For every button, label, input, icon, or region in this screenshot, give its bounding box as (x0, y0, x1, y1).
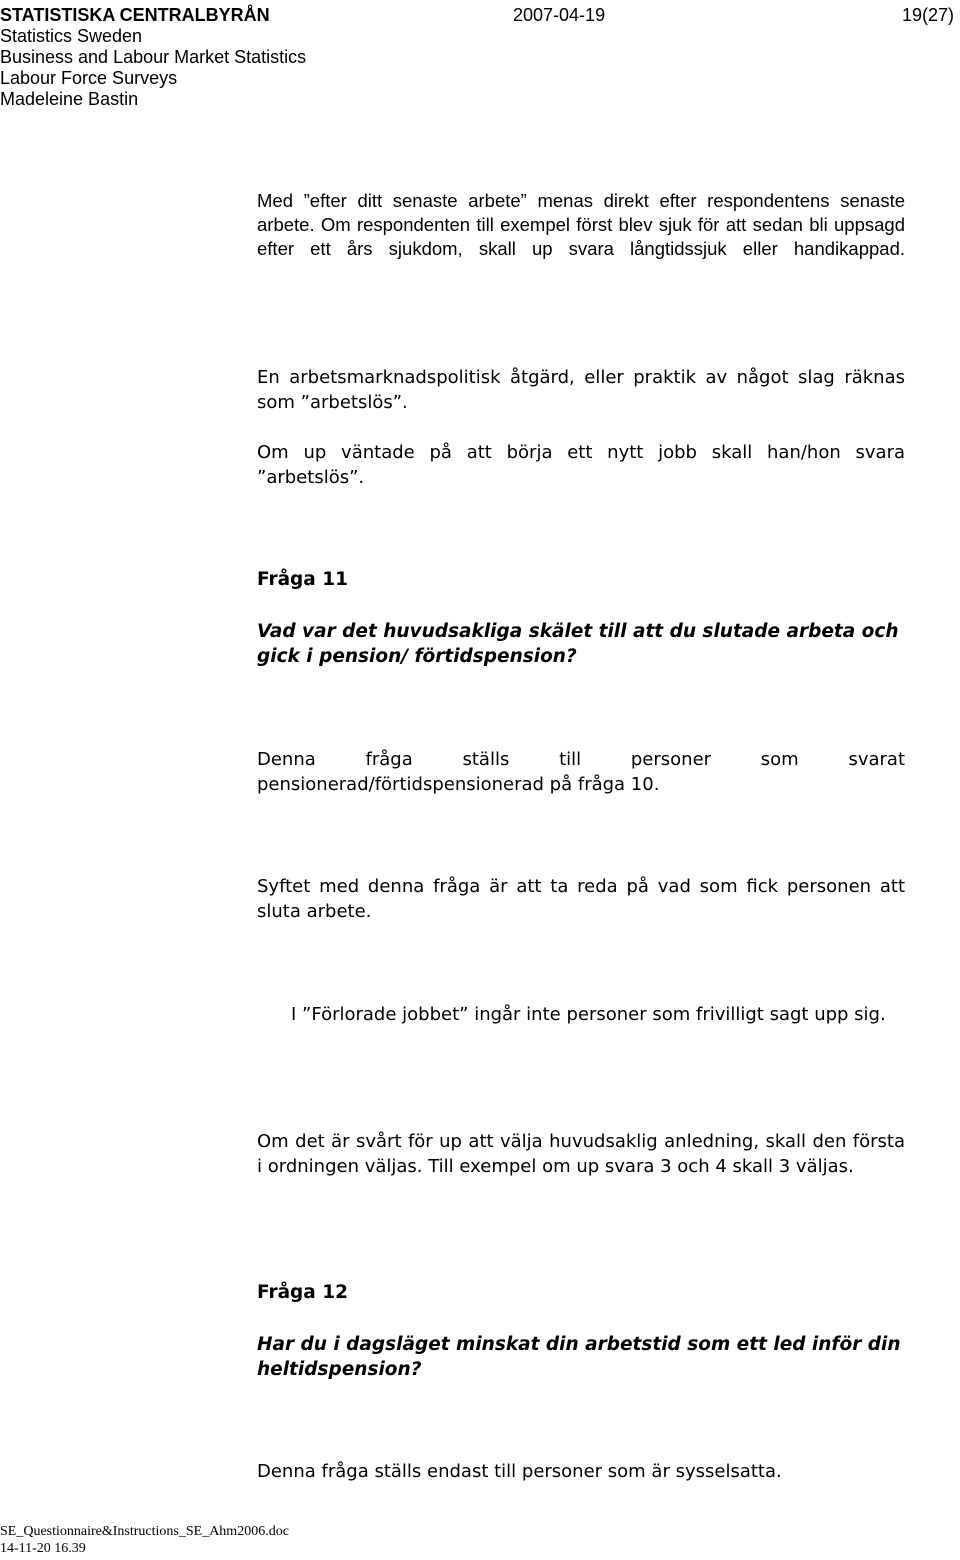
footer-filename: SE_Questionnaire&Instructions_SE_Ahm2006.doc (0, 1524, 289, 1539)
question-12-heading: Fråga 12 (257, 1282, 348, 1303)
paragraph-question-target: Denna fråga ställs till personer som svarat pensionerad/förtidspensionerad på fråga 10. (257, 749, 905, 795)
paragraph-waiting-new-job: Om up väntade på att börja ett nytt jobb skall han/hon svara ”arbetslös”. (257, 442, 905, 488)
header-organization: STATISTISKA CENTRALBYRÅN (0, 5, 270, 25)
question-12-text: Har du i dagsläget minskat din arbetstid som ett led inför din heltidspension? (257, 1334, 901, 1380)
paragraph-main-reason-rule: Om det är svårt för up att välja huvudsaklig anledning, skall den första i ordningen väljas. Till exempel om up svara 3 och 4 skall 3 väljas. (257, 1131, 905, 1177)
paragraph-question-purpose: Syftet med denna fråga är att ta reda på vad som fick personen att sluta arbete. (257, 876, 905, 922)
header-department: Business and Labour Market Statistics (0, 47, 307, 67)
header-unit: Labour Force Surveys (0, 68, 178, 88)
paragraph-employed-only: Denna fråga ställs endast till personer som är sysselsatta. (257, 1461, 782, 1482)
header-organization-english: Statistics Sweden (0, 26, 143, 46)
paragraph-lost-job-note: I ”Förlorade jobbet” ingår inte personer som frivilligt sagt upp sig. (291, 1004, 886, 1025)
paragraph-after-last-job: Med ”efter ditt senaste arbete” menas direkt efter respondentens senaste arbete. Om respondenten till exempel först blev sjuk för att sedan bli uppsagd efter ett års sjukdom, skall up svara långtidssjuk eller handikappad. (257, 190, 905, 259)
question-11-text: Vad var det huvudsakliga skälet till att du slutade arbeta och gick i pension/ förtidspension? (257, 621, 899, 667)
question-11-heading: Fråga 11 (257, 569, 348, 590)
header-page-number: 19(27) (901, 5, 954, 25)
header-author: Madeleine Bastin (0, 89, 139, 109)
footer-timestamp: 14-11-20 16.39 (0, 1541, 86, 1556)
paragraph-labour-market-measure: En arbetsmarknadspolitisk åtgärd, eller praktik av något slag räknas som ”arbetslös”. (257, 367, 905, 413)
header-date: 2007-04-19 (513, 5, 606, 25)
